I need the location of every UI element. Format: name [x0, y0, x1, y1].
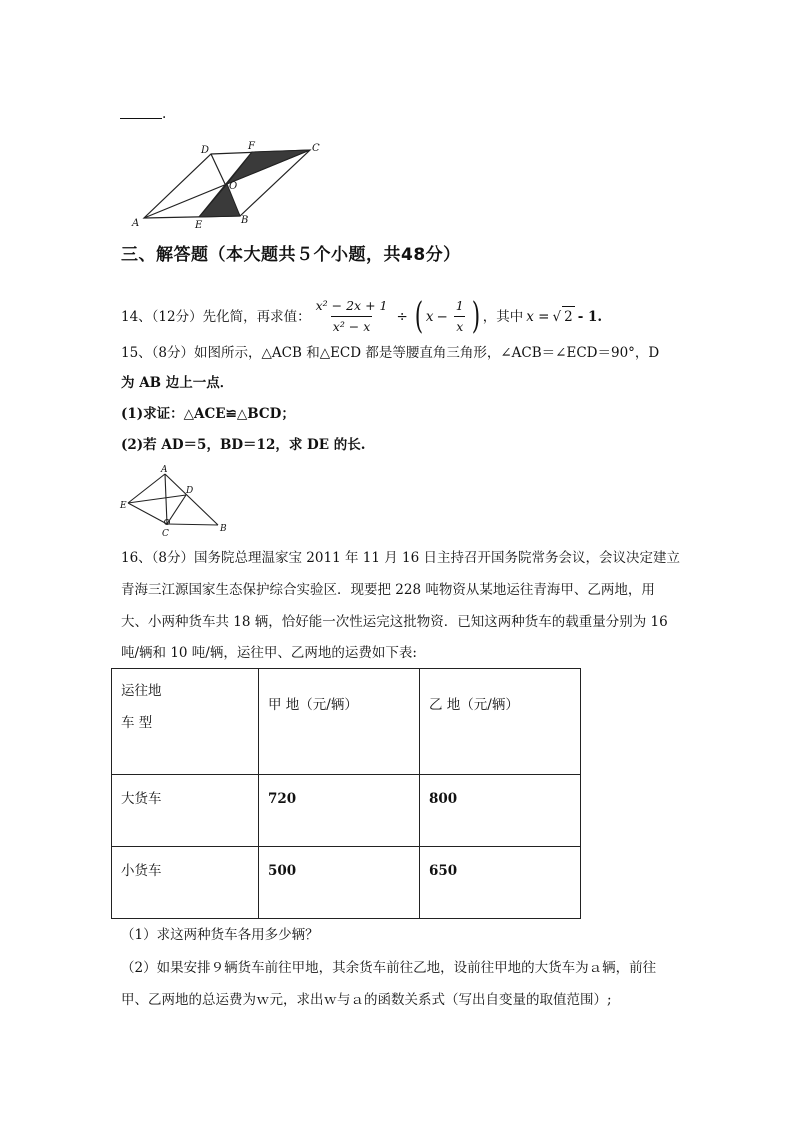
row-label: 大货车 [112, 775, 259, 847]
label-f: F [248, 141, 255, 152]
q15-line-1: 15、（8分）如图所示，△ACB 和△ECD 都是等腰直角三角形，∠ACB＝∠ECD＝90°，D [121, 345, 660, 361]
q16-part-2-line-1: （2）如果安排９辆货车前往甲地，其余货车前往乙地，设前往甲地的大货车为ａ辆，前往 [121, 960, 657, 976]
table-header-row [112, 669, 581, 775]
q14-where: ，其中 [482, 308, 524, 325]
q15-part-1: (1)求证：△ACE≌△BCD； [121, 406, 295, 422]
label-b: B [241, 215, 249, 226]
q16-line-2: 青海三江源国家生态保护综合实验区．现要把 228 吨物资从某地运往青海甲、乙两地，用 [121, 582, 655, 598]
row-value-a: 720 [259, 775, 420, 847]
question-14 [121, 296, 602, 337]
answer-blank-period: . [162, 106, 167, 122]
q14-x-eq: x = [526, 308, 550, 325]
table-corner-cell [112, 669, 259, 775]
label-b: B [220, 524, 227, 534]
q16-line-3: 大、小两种货车共 18 辆，恰好能一次性运完这批物资．已知这两种货车的载重量分别为 16 [121, 614, 668, 630]
label-c: C [312, 143, 320, 154]
q14-fraction-1 [314, 296, 390, 337]
row-value-b: 650 [420, 847, 581, 919]
q16-part-1: （1）求这两种货车各用多少辆？ [121, 927, 319, 943]
label-d: D [201, 145, 210, 156]
q14-tail: - 1. [577, 308, 603, 325]
q16-part-2-line-2: 甲、乙两地的总运费为ｗ元，求出ｗ与ａ的函数关系式（写出自变量的取值范围）; [121, 992, 612, 1008]
table-row [112, 775, 581, 847]
q14-fraction-2 [454, 296, 466, 337]
q14-frac2-numerator: 1 [455, 298, 464, 313]
triangle-figure [118, 463, 238, 539]
label-a: A [132, 218, 140, 229]
header-col-a: 甲 地（元/辆） [259, 669, 420, 775]
label-a: A [161, 465, 168, 475]
q14-frac1-numerator: x² − 2x + 1 [315, 298, 388, 313]
freight-table [111, 668, 581, 919]
row-label: 小货车 [112, 847, 259, 919]
q14-frac1-denominator: x² − x [331, 316, 373, 337]
q16-line-1: 16、（8分）国务院总理温家宝 2011 年 11 月 16 日主持召开国务院常务会议，会议决定建立 [121, 550, 680, 566]
q14-right-paren: ) [471, 295, 480, 337]
q16-line-4: 吨/辆和 10 吨/辆，运往甲、乙两地的运费如下表: [121, 645, 417, 661]
header-destination: 运往地 [121, 683, 162, 699]
q14-minus: − [436, 308, 448, 325]
q14-x: x [425, 308, 434, 325]
segment-ab [165, 474, 218, 525]
q14-sqrt-arg: 2 [562, 306, 575, 327]
label-o: O [229, 181, 238, 192]
parallelogram-figure [118, 138, 328, 234]
segment-ac [165, 474, 167, 524]
answer-blank [120, 108, 162, 119]
q14-prefix: 14、（12分）先化简，再求值： [121, 308, 311, 325]
segment-cb [167, 524, 218, 525]
q14-divide: ÷ [396, 308, 408, 325]
segment-ec [128, 503, 167, 524]
header-col-b: 乙 地（元/辆） [420, 669, 581, 775]
q14-sqrt-symbol: √ [552, 308, 562, 325]
q15-part-2: (2)若 AD＝5，BD＝12，求 DE 的长. [121, 437, 366, 453]
row-value-b: 800 [420, 775, 581, 847]
header-vehicle-type: 车 型 [121, 715, 153, 731]
label-c: C [162, 529, 169, 539]
q14-left-paren: ( [414, 295, 424, 337]
row-value-a: 500 [259, 847, 420, 919]
segment-cd [167, 495, 186, 524]
label-e: E [195, 220, 203, 231]
label-d: D [186, 486, 194, 496]
label-e: E [120, 501, 127, 511]
section-heading: 三、解答题（本大题共５个小题，共48分） [121, 245, 461, 265]
q14-frac2-denominator: x [454, 316, 465, 337]
table-row [112, 847, 581, 919]
q15-line-2: 为 AB 边上一点． [121, 375, 234, 391]
